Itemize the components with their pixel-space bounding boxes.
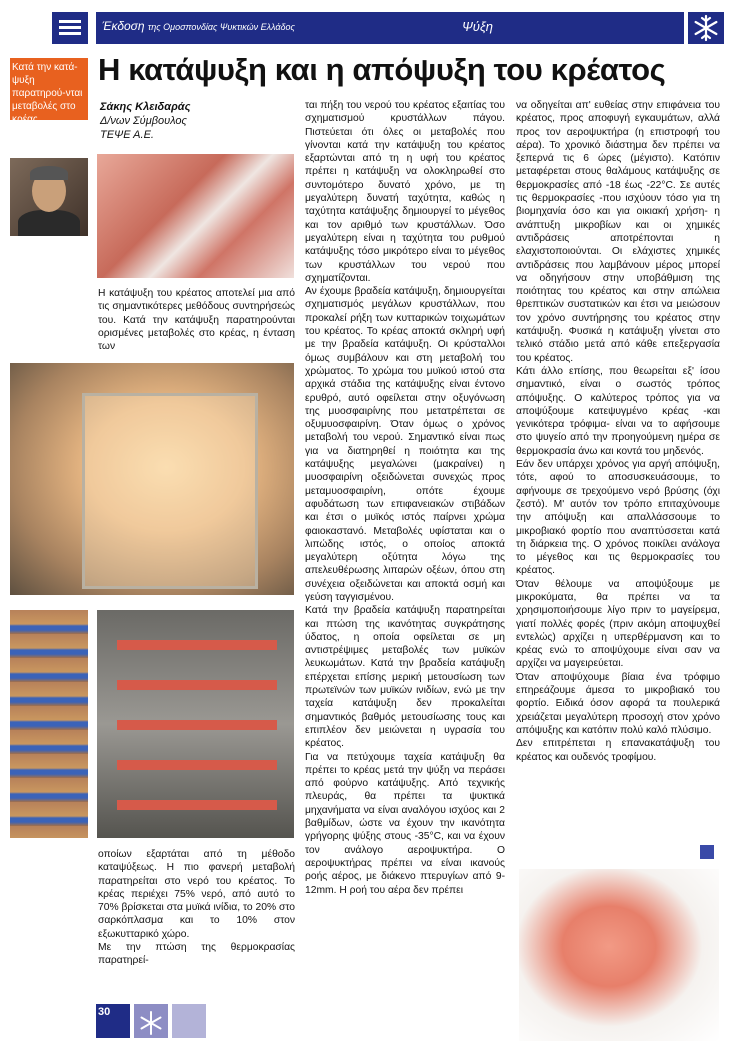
cold-room-photo <box>10 363 294 595</box>
author-name: Σάκης Κλειδαράς <box>100 101 191 113</box>
article-title: Η κατάψυξη και η απόψυξη του κρέατος <box>98 52 666 87</box>
paragraph: οποίων εξαρτάται από τη μέθοδο καταψύξεως. Η πιο φανερή μεταβολή παρατηρείται στο νερό του κρέατος. Το κρέας περιέχει 75% νερό, από αυτό το 70% βρίσκεται στα μυϊκά ινίδια, το 20% στο σαρκόπλασμα και το 10% στον εξωκυτταρικό χώρο. <box>98 849 295 940</box>
thawing-meat-photo <box>519 869 719 1041</box>
header-section: Ψύξη <box>462 19 493 34</box>
column-3 <box>516 99 720 764</box>
page-number: 30 <box>98 1006 111 1018</box>
paragraph: Εάν δεν υπάρχει χρόνος για αργή απόψυξη, τότε, αφού το αποσυσκευάσουμε, το αφήνουμε σε τρεχούμενο νερό βρύσης (όχι ζεστό). Μ' αυτόν τον τρόπο επιταχύνουμε την απόψυξη και απαλλάσσουμε το μικροβιακό φορτίο που αναπτύσσεται κατά τη διάρκεια της. Ο χρόνος ποικίλει ανάλογα το μέγεθος και τις θερμοκρασίες του κρέατος. <box>516 459 720 577</box>
freezer-trays-photo <box>10 610 88 838</box>
paragraph: Αν έχουμε βραδεία κατάψυξη, δημιουργείται σχηματισμός μεγάλων κρυστάλλων, που προκαλεί ρήξη των κυτταρικών τοιχωμάτων του κρέατος. Το κρέας αποκτά σκληρή υφή με την βραδεία κατάψυξη. Οι κρύσταλλοι όμως συμβάλουν και στη μεταβολή του χρώματος. Το χρώμα του μυϊκού ιστού στα αρχικά στάδια της κατάψυξης είναι έντονο ερυθρό, αυτό οφείλεται στην οξυγόνωση της μυοσφαιρίνης που μετατρέπεται σε οξυμυοσφαιρίνη. Όταν όμως ο χρόνος μεταβολή του νερού. Σημαντικό είναι πως για να διατηρηθεί η ποιότητα και της κατάψυξης μεγαλώνει (μακραίνει) η μυοσφαιρίνη οξειδώνεται συνεχώς προς μεταμυοσφαιρίνη, οπότε έχουμε αφυδάτωση των επιφανειακών στιβάδων και έτσι ο μυϊκός ιστός παίρνει χρώμα φαιοκαστανό. Μεταβολές υφίσταται και ο λιπώδης ιστός, ο οποίος αποκτά μεγαλύτερη οξύτητα λόγω της απελευθέρωσης λιπαρών οξέων, όπου στη συνέχεια οξειδώνεται και αποκτά οσμή και γεύση ταγγισμένου. <box>305 286 505 603</box>
author-block <box>100 100 190 142</box>
footer-snowflake-icon <box>134 1004 168 1038</box>
paragraph: Όταν θέλουμε να αποψύξουμε με μικροκύματα, θα πρέπει να τα χρησιμοποιήσουμε λίγο πριν το μαγείρεμα, γιατί πολλές φορές (πριν ακόμη αποψυχθεί εντελώς) αρχίζει η υπερθέρμανση και το κρέας ενώ το αποψύχουμε είναι σαν να αρχίζει να μαγειρεύεται. <box>516 578 720 670</box>
logo-bars-icon <box>59 20 81 36</box>
snowflake-icon <box>688 12 724 44</box>
paragraph: Όταν αποψύχουμε βίαια ένα τρόφιμο επηρεάζουμε άμεσα το μικροβιακό του φορτίο. Ειδικά όσον αφορά τα πουλερικά χρειάζεται μεγαλύτερη προσοχή στον χρόνο απόψυξης και κατόπιν πολύ καλό πλύσιμο. <box>516 671 720 736</box>
paragraph: Η κατάψυξη του κρέατος αποτελεί μια από τις σημαντικότερες μεθόδους συντηρήσεώς του. Κατά την κατάψυξη παρατηρούνται ορισμένες μεταβολές στο κρέας, η ένταση των <box>98 288 295 353</box>
column-1-top <box>98 287 295 353</box>
frozen-meat-photo <box>97 154 294 278</box>
footer-block <box>172 1004 206 1038</box>
magazine-logo <box>52 12 88 44</box>
freezer-rack-photo <box>97 610 294 838</box>
author-company: ΤΕΨΕ Α.Ε. <box>100 129 154 141</box>
paragraph: Με την πτώση της θερμοκρασίας παρατηρεί- <box>98 942 295 967</box>
paragraph: Κάτι άλλο επίσης, που θεωρείται εξ' ίσου σημαντικό, είναι ο σωστός τρόπος απόψυξης. Ο καλύτερος τρόπος για να αποψύξουμε κατεψυγμένο κρέας -και γενικότερα τρόφιμα- είναι να το αφήσουμε στο ψυγείο από την προηγούμενη ημέρα σε θερμοκρασία άνω και κοντά του μηδενός. <box>516 365 720 457</box>
sidebar-note: Κατά την κατά-ψυξη παρατηρού-νται μεταβολές στο κρέας <box>10 58 88 120</box>
header-bar <box>96 12 684 44</box>
column-2 <box>305 99 505 897</box>
end-of-article-icon <box>700 845 714 859</box>
paragraph: να οδηγείται απ' ευθείας στην επιφάνεια του κρέατος, προς αποφυγή εγκαυμάτων, αλλά προς τον αεροψυκτήρα (η επιστροφή του αέρα). Το χρονικό διάστημα δεν πρέπει να ξεπερνά τις 6 ώρες (μέγιστο). Κατόπιν μεταφέρεται στους θαλάμους κατάψυξης σε θερμοκρασίες από -18 έως -22°C. Σε αυτές τις θερμοκρασίες -που ισχύουν τόσο για τη βιομηχανία όσο και για οικιακή χρήση- η ανάπτυξη μικροβίων και οι χημικές αντιδράσεις αποτρέπονται η ελαχιστοποιούνται. Οι ελάχιστες χημικές αντιδράσεις που λαμβάνουν μέρος μπορεί να οδηγήσουν στην υποβάθμιση της ποιότητας του κρέατος και στην απώλεια θρεπτικών συστατικών και έτσι να μειώσουν τον χρόνο συντήρησης του κρέατος στην κατάψυξη. Φυσικά η κατάψυξη γίνεται στο τελικό στάδιο μετά από κάθε επεξεργασία του κρέατος. <box>516 100 720 364</box>
paragraph: Κατά την βραδεία κατάψυξη παρατηρείται και πτώση της ικανότητας συγκράτησης ύδατος, η οποία οφείλεται σε μη αντιστρέψιμες μεταβολές των μυϊκών λευκωμάτων. Κατά την βραδεία κατάψυξη επέρχεται επίσης μερική μετουσίωση των πρωτεϊνών των μυϊκών ινιδίων, ενώ με την ταχεία κατάψυξη δεν προκαλείται σημαντικός βαθμός μετουσίωσης τους και επιπλέον δεν μειώνεται η υγρασία του κρέατος. <box>305 605 505 750</box>
header-publisher: Έκδοση της Ομοσπονδίας Ψυκτικών Ελλάδος <box>102 19 295 33</box>
column-1-bottom <box>98 848 295 968</box>
author-portrait <box>10 158 88 236</box>
page-number-box <box>96 1004 130 1038</box>
paragraph: Δεν επιτρέπεται η επανακατάψυξη του κρέατος και ουδενός τροφίμου. <box>516 738 720 763</box>
author-role: Δ/νων Σύμβουλος <box>100 115 187 127</box>
paragraph: Για να πετύχουμε ταχεία κατάψυξη θα πρέπει το κρέας μετά την ψύξη να περάσει από φούρνο κατάψυξης. Από τεχνικής πλευράς, θα πρέπει τα ψυκτικά μηχανήματα να είναι αναλόγου ισχύος και 2 βαθμίδων, ώστε να έχουν την ικανότητα γρήγορης ψύξης στους -35°C, και να έχουν τον ανάλογο αεροψυκτήρα. Ο αεροψυκτήρας πρέπει να είναι ικανούς ροής αέρος, με διάκενο πτερυγίων από 9-12mm. Η ροή του αέρα δεν πρέπει <box>305 751 505 896</box>
paragraph: ται πήξη του νερού του κρέατος εξαιτίας του σχηματισμού κρυστάλλων πάγου. Πιστεύεται ότι όλες οι μεταβολές που γίνονται κατά την κατάψυξη του κρέατος εξαρτώνται από τη η υφή του κρέατος πρέπει η κατάψυξη να ολοκληρωθεί στο συντομότερο δυνατό χρόνο, με τη μεγαλύτερη δυνατή ταχύτητα, καθώς η ταχύτητα κατάψυξης δημιουργεί το μέγεθος και τον αριθμό των κρυστάλλων. Όσο μεγαλύτερη είναι η ταχύτητα του ρυθμού κατάψυξης τόσο μικρότερο είναι το μέγεθος των κρυστάλλων του νερού που σχηματίζονται. <box>305 100 505 284</box>
